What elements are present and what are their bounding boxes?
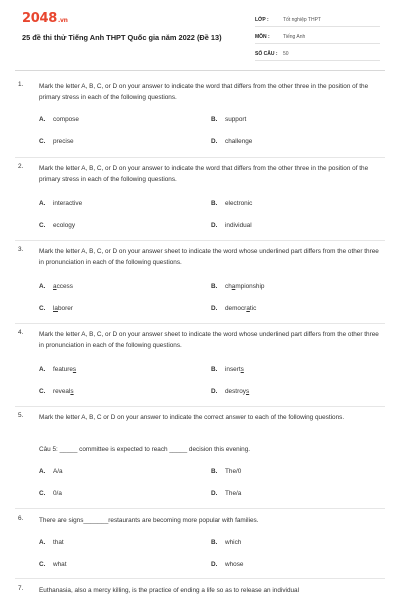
option-letter: D. (211, 138, 218, 145)
option-d[interactable] (211, 222, 252, 229)
option-letter: B. (211, 468, 218, 475)
option-letter: A. (39, 468, 46, 475)
question-head (18, 585, 380, 596)
question-number: 5. (18, 412, 24, 419)
question-head (18, 163, 380, 185)
option-letter: C. (39, 305, 46, 312)
option-b[interactable] (211, 283, 264, 290)
question-divider (15, 578, 385, 579)
option-text: support (225, 116, 247, 123)
option-text: interactive (53, 200, 83, 207)
option-text-pre: reveal (53, 388, 71, 395)
option-text-underlined: a (53, 283, 57, 290)
option-letter: B. (211, 366, 218, 373)
question-divider (15, 406, 385, 407)
option-letter: D. (211, 388, 218, 395)
question-number: 6. (18, 515, 24, 522)
option-text-underlined: s (245, 388, 250, 395)
meta-row-class (255, 14, 380, 27)
option-text-pre: ch (225, 283, 232, 290)
question-7 (18, 585, 380, 596)
option-letter: A. (39, 283, 46, 290)
site-logo[interactable] (22, 11, 68, 26)
option-letter: D. (211, 222, 218, 229)
option-text: 0/a (53, 490, 62, 497)
question-3 (18, 246, 380, 312)
option-letter: C. (39, 222, 46, 229)
option-letter: B. (211, 116, 218, 123)
meta-value: Tiếng Anh (283, 34, 306, 40)
option-a[interactable] (39, 468, 63, 475)
option-b[interactable] (211, 366, 244, 373)
option-text-post: ccess (56, 283, 73, 290)
option-d[interactable] (211, 138, 252, 145)
question-stem: Câu 5: _____ committee is expected to reach _____ decision this evening. (39, 446, 251, 453)
question-divider (15, 323, 385, 324)
question-text: Mark the letter A, B, C or D on your answer to indicate the correct answer to each of the following questions. (39, 414, 345, 421)
option-text-post: tic (249, 305, 257, 312)
question-text: Mark the letter A, B, C, or D on your answer sheet to indicate the word whose underlined part differs from the other three in pronunciation in each of the following questions. (39, 331, 379, 349)
option-b[interactable] (211, 539, 241, 546)
question-number: 1. (18, 81, 24, 88)
option-text-underlined: la (53, 305, 58, 312)
option-letter: B. (211, 200, 218, 207)
question-6 (18, 515, 380, 568)
meta-row-subject (255, 31, 380, 44)
option-text: ecology (53, 222, 76, 229)
option-text-pre: feature (53, 366, 73, 373)
option-a[interactable] (39, 366, 76, 373)
option-b[interactable] (211, 200, 252, 207)
option-a[interactable] (39, 539, 64, 546)
option-text-post: mpionship (235, 283, 265, 290)
option-text-pre: democr (225, 305, 247, 312)
option-text: individual (225, 222, 252, 229)
option-c[interactable] (39, 490, 62, 497)
question-divider (15, 240, 385, 241)
question-head (18, 329, 380, 351)
option-d[interactable] (211, 561, 243, 568)
option-text: A/a (53, 468, 63, 475)
question-text: There are signs_______restaurants are becoming more popular with families. (39, 517, 259, 524)
option-text-underlined: s (72, 366, 77, 373)
option-letter: A. (39, 116, 46, 123)
logo-text: 2048 (22, 11, 57, 26)
question-head (18, 81, 380, 103)
option-a[interactable] (39, 283, 73, 290)
question-head (18, 412, 380, 423)
option-text: The/a (225, 490, 242, 497)
option-a[interactable] (39, 200, 82, 207)
option-text: what (53, 561, 67, 568)
question-number: 3. (18, 246, 24, 253)
question-5 (18, 412, 380, 497)
option-text-post: borer (57, 305, 73, 312)
option-d[interactable] (211, 305, 256, 312)
question-2 (18, 163, 380, 229)
option-letter: D. (211, 561, 218, 568)
document-title: 25 đề thi thử Tiếng Anh THPT Quốc gia năm 2022 (Đề 13) (22, 33, 222, 42)
option-text-pre: destroy (225, 388, 246, 395)
option-text: that (53, 539, 64, 546)
question-text: Euthanasia, also a mercy killing, is the practice of ending a life so as to release an individual (39, 587, 300, 594)
option-b[interactable] (211, 468, 241, 475)
document-header (0, 0, 400, 68)
option-text: challenge (225, 138, 253, 145)
document-meta (255, 14, 380, 65)
option-text-underlined: s (240, 366, 244, 373)
option-letter: C. (39, 561, 46, 568)
question-divider (15, 157, 385, 158)
option-text-underlined: s (70, 388, 74, 395)
option-c[interactable] (39, 138, 74, 145)
meta-value: 50 (283, 51, 289, 57)
option-text: which (225, 539, 242, 546)
question-text: Mark the letter A, B, C, or D on your answer to indicate the word that differs from the other three in the position of the primary stress in each of the following questions. (39, 165, 369, 183)
question-1 (18, 81, 380, 145)
option-text-pre: insert (225, 366, 241, 373)
option-text: The/0 (225, 468, 242, 475)
question-text: Mark the letter A, B, C, or D on your answer sheet to indicate the word whose underlined part differs from the other three in pronunciation in each of the following questions. (39, 248, 379, 266)
question-head (18, 515, 380, 526)
option-c[interactable] (39, 222, 75, 229)
option-text-underlined: a (231, 283, 236, 290)
logo-tld: .vn (57, 17, 68, 24)
option-letter: D. (211, 490, 218, 497)
question-number: 4. (18, 329, 24, 336)
option-text: precise (53, 138, 74, 145)
question-text: Mark the letter A, B, C, or D on your answer to indicate the word that differs from the other three in the position of the primary stress in each of the following questions. (39, 83, 369, 101)
option-letter: C. (39, 138, 46, 145)
header-divider (15, 70, 385, 71)
option-letter: B. (211, 283, 218, 290)
meta-label: LỚP : (255, 17, 269, 23)
option-a[interactable] (39, 116, 79, 123)
question-head (18, 246, 380, 268)
option-letter: A. (39, 366, 46, 373)
question-divider (15, 508, 385, 509)
option-letter: B. (211, 539, 218, 546)
question-number: 7. (18, 585, 24, 592)
meta-row-count (255, 48, 380, 61)
option-letter: A. (39, 539, 46, 546)
option-d[interactable] (211, 490, 241, 497)
option-letter: A. (39, 200, 46, 207)
option-d[interactable] (211, 388, 249, 395)
option-text-underlined: a (246, 305, 250, 312)
meta-label: MÔN : (255, 34, 270, 40)
meta-label: SỐ CÂU : (255, 51, 278, 57)
option-text: electronic (225, 200, 253, 207)
question-4 (18, 329, 380, 395)
option-text: compose (53, 116, 79, 123)
question-number: 2. (18, 163, 24, 170)
option-c[interactable] (39, 305, 73, 312)
option-text: whose (225, 561, 244, 568)
option-b[interactable] (211, 116, 246, 123)
option-letter: C. (39, 490, 46, 497)
option-c[interactable] (39, 561, 67, 568)
option-c[interactable] (39, 388, 74, 395)
meta-value: Tốt nghiệp THPT (283, 17, 321, 23)
option-letter: D. (211, 305, 218, 312)
option-letter: C. (39, 388, 46, 395)
